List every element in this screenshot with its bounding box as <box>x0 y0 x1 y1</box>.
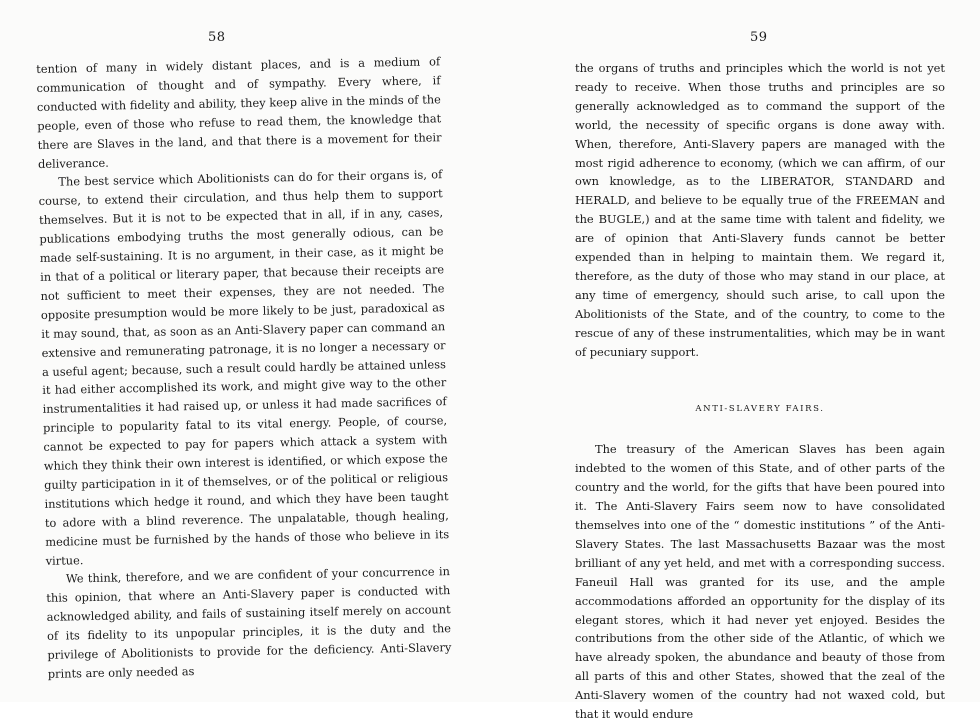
left-page-text <box>36 52 452 684</box>
paragraph: The treasury of the American Slaves has been again indebted to the women of this State, and of other parts of the country and the world, for the gifts that have been poured into it. The Anti-Slavery Fairs seem now to have consolidated themselves into one of the “ domestic institutions ” of the Anti-Slavery States. The last Massachusetts Bazaar was the most brilliant of any yet held, and met with a corresponding success. Faneuil Hall was granted for its use, and the ample accommodations afforded an opportunity for the display of its elegant stores, which it had never yet enjoyed. Besides the contributions from the other side of the Atlantic, of which we have already spoken, the abundance and beauty of those from all parts of this and other States, showed that the zeal of the Anti-Slavery women of the country had not waxed cold, but that it would endure <box>575 442 945 722</box>
paragraph: The best service which Abolitionists can do for their organs is, of course, to extend their circulation, and thus help them to support themselves. But it is not to be expected that in all, if in any, cases, publications embodying truths the most generally odious, can be made self-sustaining. It is no argument, in their case, as it might be in that of a political or literary paper, that because their receipts are not sufficient to meet their expenses, they are not needed. The opposite presumption would be more likely to be just, paradoxical as it may sound, that, as soon as an Anti-Slavery paper can command an extensive and remunerating patronage, it is no longer a necessary or a useful agent; because, such a result could hardly be attained unless it had either accomplished its work, and might give way to the other instrumentalities it had raised up, or unless it had made sacrifices of principle to popularity fatal to its vital energy. People, of course, cannot be expected to pay for papers which attack a system with which they think their own interest is identified, or which expose the guilty participation in it of themselves, or of the political or religious institutions which hedge it round, and which they have been taught to adore with a blind reverence. The unpalatable, though healing, medicine must be furnished by the hands of those who believe in its virtue. <box>38 167 450 568</box>
right-page-text <box>575 59 945 724</box>
paragraph: We think, therefore, and we are confident of your concurrence in this opinion, that where an Anti-Slavery paper is conducted with acknowledged ability, and fails of sustaining itself merely on account of its fidelity to its unpopular principles, it is the duty and the privilege of Abolitionists to provide for the deficiency. Anti-Slavery prints are only needed as <box>46 564 452 681</box>
page-number-left: 58 <box>208 30 226 45</box>
paragraph: the organs of truths and principles which the world is not yet ready to receive. When those truths and principles are so generally acknowledged as to command the support of the world, the necessity of specific organs is done away with. When, therefore, Anti-Slavery papers are managed with the most rigid adherence to economy, (which we can affirm, of our own knowledge, as to the LIBERATOR, STANDARD and HERALD, and believe to be equally true of the FREEMAN and the BUGLE,) and at the same time with talent and fidelity, we are of opinion that Anti-Slavery funds cannot be better expended than in helping to maintain them. We regard it, therefore, as the duty of those who may stand in our place, at any time of emergency, should such arise, to call upon the Abolitionists of the State, and of the country, to come to the rescue of any of these instrumentalities, which may be in want of pecuniary support. <box>575 61 945 359</box>
paragraph: tention of many in widely distant places, and is a medium of communication of thought and of sympathy. Every where, if conducted with fidelity and ability, they keep alive in the minds of the people, even of those who refuse to read them, the knowledge that there are Slaves in the land, and that there is a movement for their deliverance. <box>36 54 442 171</box>
page-number-right: 59 <box>750 30 768 45</box>
section-heading: ANTI-SLAVERY FAIRS. <box>695 403 825 414</box>
